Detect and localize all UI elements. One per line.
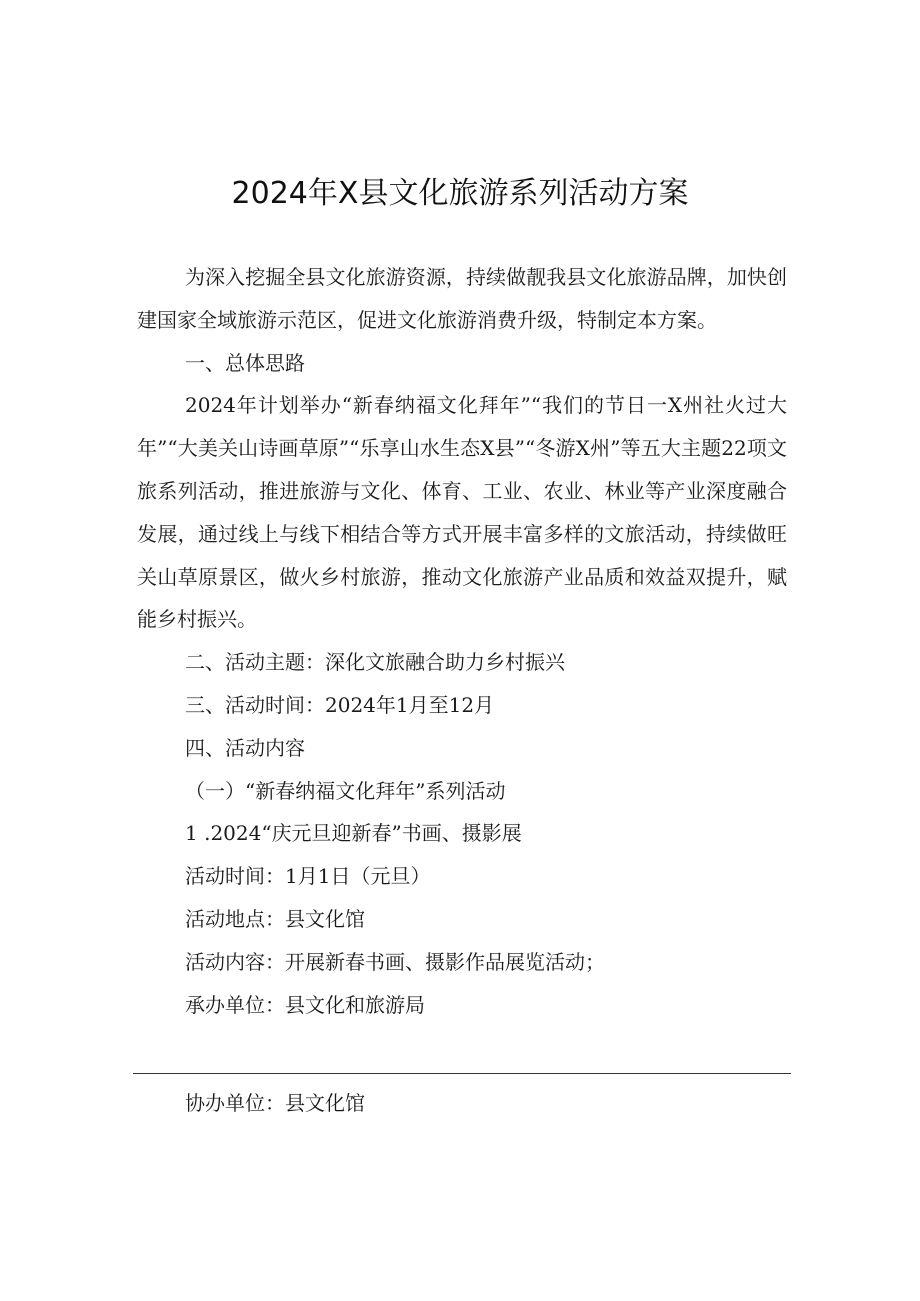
item-title: 1 .2024“庆元旦迎新春”书画、摄影展 (185, 821, 522, 846)
item-organizer: 承办单位：县文化和旅游局 (185, 992, 425, 1017)
item-place: 活动地点：县文化馆 (185, 906, 365, 931)
section-activity-theme: 二、活动主题：深化文旅融合助力乡村振兴 (185, 650, 565, 675)
item-content: 活动内容：开展新春书画、摄影作品展览活动； (185, 949, 605, 974)
section-activity-time: 三、活动时间：2024年1月至12月 (185, 692, 495, 717)
item-coorganizer: 协办单位：县文化馆 (185, 1091, 365, 1115)
section-heading-overall-idea: 一、总体思路 (185, 350, 305, 375)
intro-paragraph: 为深入挖掘全县文化旅游资源，持续做靓我县文化旅游品牌，加快创建国家全域旅游示范区，促进文化旅游消费升级，特制定本方案。 (137, 265, 787, 332)
section-activity-content: 四、活动内容 (185, 735, 305, 760)
page-divider (133, 1073, 791, 1074)
overall-idea-paragraph: 2024年计划举办“新春纳福文化拜年”“我们的节日一X州社火过大年”“大美关山诗画草原”“乐享山水生态X县”“冬游X州”等五大主题22项文旅系列活动，推进旅游与文化、体育、工业、农业、林业等产业深度融合发展，通过线上与线下相结合等方式开展丰富多样的文旅活动，持续做旺关山草原景区，做火乡村旅游，推动文化旅游产业品质和效益双提升，赋能乡村振兴。 (137, 393, 787, 632)
document-title: 2024年X县文化旅游系列活动方案 (231, 176, 689, 211)
document-body (137, 256, 787, 1026)
subsection-new-year-series: （一）“新春纳福文化拜年”系列活动 (185, 778, 506, 803)
item-time: 活动时间：1月1日（元旦） (185, 864, 431, 889)
